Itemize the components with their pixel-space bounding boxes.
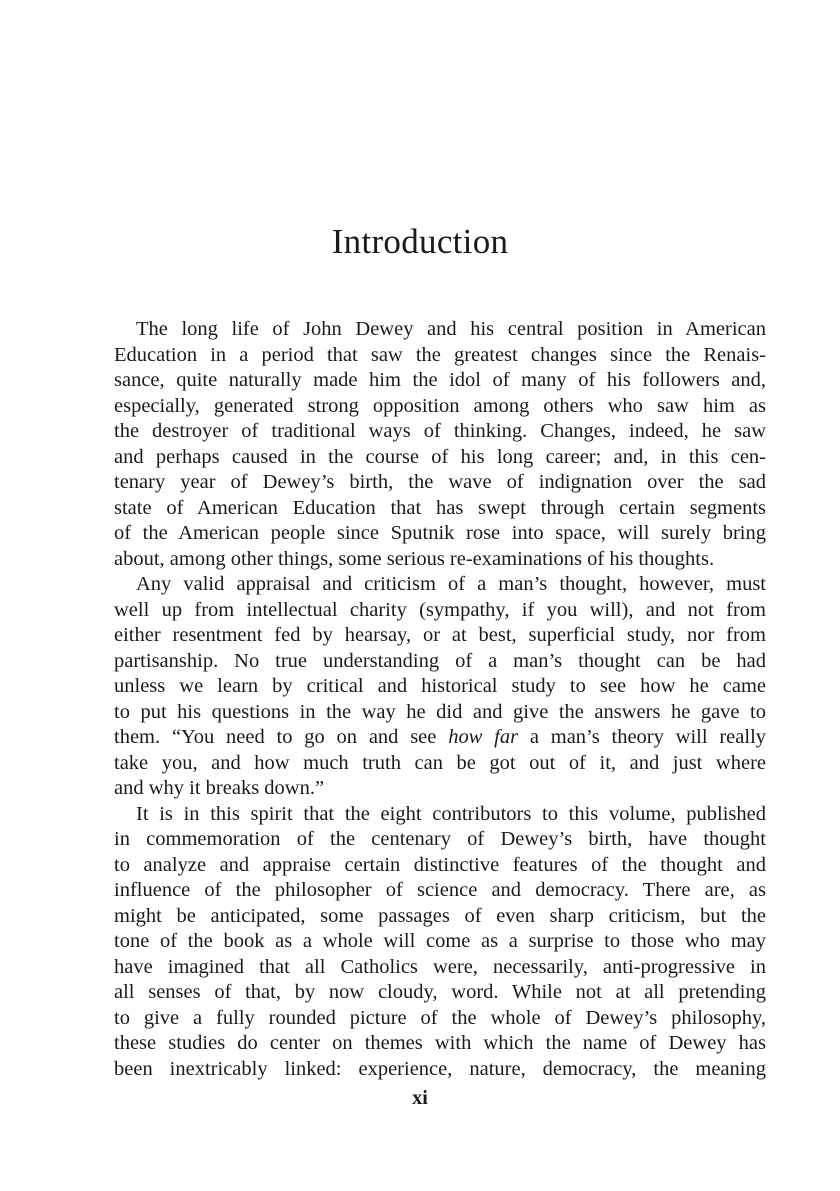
text-line: partisanship. No true understanding of a man’s thought can be had <box>114 649 766 672</box>
text-line: and perhaps caused in the course of his long career; and, in this cen- <box>114 445 766 468</box>
text-line: either resentment fed by hearsay, or at best, superficial study, nor from <box>114 624 766 646</box>
text-line: these studies do center on themes with which the name of Dewey has <box>114 1032 766 1054</box>
text-line: in commemoration of the centenary of Dewey’s birth, have thought <box>114 828 766 850</box>
text-line: sance, quite naturally made him the idol of many of his followers and, <box>114 369 766 391</box>
text-line: It is in this spirit that the eight contributors to this volume, published <box>136 802 766 825</box>
text-line: to analyze and appraise certain distinctive features of the thought and <box>114 853 766 876</box>
text-line: take you, and how much truth can be got out of it, and just where <box>114 751 766 774</box>
text-line: influence of the philosopher of science and democracy. There are, as <box>114 879 766 901</box>
text-segment: a man’s theory will really <box>529 726 767 748</box>
text-line: Any valid appraisal and criticism of a man’s thought, however, must <box>136 573 766 595</box>
text-line: about, among other things, some serious re-examinations of his thoughts. <box>114 547 715 570</box>
body-text <box>114 317 766 1082</box>
text-line: state of American Education that has swept through certain segments <box>114 496 766 519</box>
text-line: well up from intellectual charity (sympathy, if you will), and not from <box>114 598 766 621</box>
text-line: to give a fully rounded picture of the whole of Dewey’s philosophy, <box>114 1006 766 1029</box>
text-segment: them. “You need to go on and see <box>114 726 437 748</box>
page-title: Introduction <box>331 222 509 261</box>
text-line: all senses of that, by now cloudy, word. While not at all pretending <box>114 981 766 1003</box>
text-line: been inextricably linked: experience, nature, democracy, the meaning <box>114 1057 766 1080</box>
text-line: unless we learn by critical and historical study to see how he came <box>114 675 766 697</box>
text-line: especially, generated strong opposition among others who saw him as <box>114 394 766 417</box>
text-line: The long life of John Dewey and his central position in American <box>136 318 766 340</box>
text-line: tenary year of Dewey’s birth, the wave of indignation over the sad <box>114 471 766 493</box>
text-line: to put his questions in the way he did and give the answers he gave to <box>114 700 766 723</box>
text-line: the destroyer of traditional ways of thinking. Changes, indeed, he saw <box>114 420 766 442</box>
text-line: tone of the book as a whole will come as a surprise to those who may <box>114 930 766 952</box>
text-line: have imagined that all Catholics were, necessarily, anti-progressive in <box>114 955 766 978</box>
text-line-with-emphasis <box>114 725 766 751</box>
text-line: of the American people since Sputnik rose into space, will surely bring <box>114 522 766 544</box>
text-line: might be anticipated, some passages of even sharp criticism, but the <box>114 904 766 927</box>
text-line: and why it breaks down.” <box>114 777 325 799</box>
page-number: xi <box>412 1087 428 1109</box>
text-line: Education in a period that saw the greatest changes since the Renais- <box>114 343 766 366</box>
emphasis-how-far: how far <box>448 726 519 748</box>
